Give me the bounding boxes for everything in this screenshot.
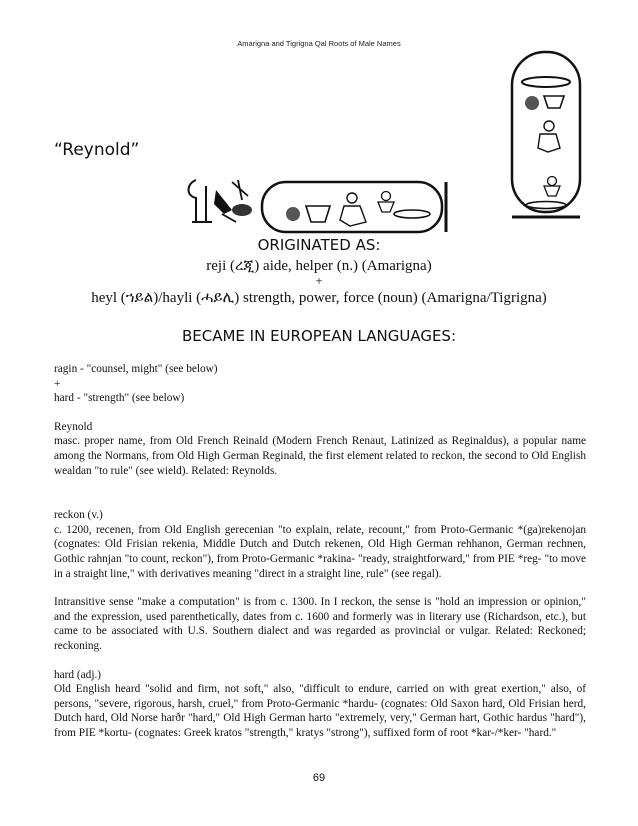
originated-heading: ORIGINATED AS: xyxy=(257,236,381,254)
reckon-paragraph: c. 1200, recenen, from Old English gerecenian "to explain, relate, recount," from Proto-Germanic *(ga)rekenojan (cognates: Old Frisian rekenia, Middle Dutch and Dutch rekenen, Old High German rehhanon, German rechnen, Gothic rahnjan "to count, reckon"), from Proto-Germanic *rakina- "ready, straightforward," from PIE *reg- "to move in a straight line," with derivatives meaning "direct in a straight line, rule" (see regal). xyxy=(54,523,586,580)
plus-separator: + xyxy=(315,273,323,288)
body-plus: + xyxy=(54,377,61,390)
intransitive-paragraph: Intransitive sense "make a computation" is from c. 1300. In I reckon, the sense is "hold an impression or opinion," and the expression, used parenthetically, dates from c. 1600 and formerly was in literary use (Richardson, etc.), but came to be associated with U.S. Southern dialect and was regarded as provincial or vulgar. Related: Reckoned; reckoning. xyxy=(54,596,586,652)
hard-heading: hard (adj.) xyxy=(54,668,102,681)
hard-paragraph: Old English heard "solid and firm, not soft," also, "difficult to endure, carried on with great exertion," also, of persons, "severe, rigorous, harsh, cruel," from Proto-Germanic *hardu- (cognates: Old Saxon hard, Old Frisian herd, Dutch hard, Old Norse harðr "hard," Old High German harto "extremely, very," German hart, Gothic hardus "hard"), from PIE *kortu- (cognates: Greek kratos "strength," kratys "strong"), suffixed form of root *kar-/*ker- "hard." xyxy=(54,683,586,739)
etymology-body xyxy=(54,362,586,740)
reji-definition: reji (ረጂ) aide, helper (n.) (Amarigna) xyxy=(206,258,432,274)
hieroglyph-name-row-icon xyxy=(189,180,253,222)
cartouche-vertical-icon xyxy=(512,52,580,217)
became-heading: BECAME IN EUROPEAN LANGUAGES: xyxy=(181,327,457,345)
ragin-line: ragin - "counsel, might" (see below) xyxy=(54,363,218,375)
hard-line: hard - "strength" (see below) xyxy=(54,392,185,405)
reynold-paragraph: masc. proper name, from Old French Reinald (Modern French Renaut, Latinized as Reginaldus), a popular name among the Normans, from Old High German Reginald, the first element related to reckon, the second to Old English wealdan "to rule" (see wield). Related: Reynolds. xyxy=(54,435,586,477)
reynold-heading: Reynold xyxy=(54,420,93,433)
name-title: “Reynold” xyxy=(54,140,140,160)
hieroglyph-illustration xyxy=(0,0,638,240)
reckon-heading: reckon (v.) xyxy=(54,509,103,522)
cartouche-horizontal-icon xyxy=(262,182,446,232)
running-header: Amarigna and Tigrigna Qal Roots of Male Names xyxy=(237,39,401,48)
page-number: 69 xyxy=(312,772,326,784)
heyl-definition: heyl (ኀይል)/hayli (ሓይሊ) strength, power, force (noun) (Amarigna/Tigrigna) xyxy=(91,290,547,306)
